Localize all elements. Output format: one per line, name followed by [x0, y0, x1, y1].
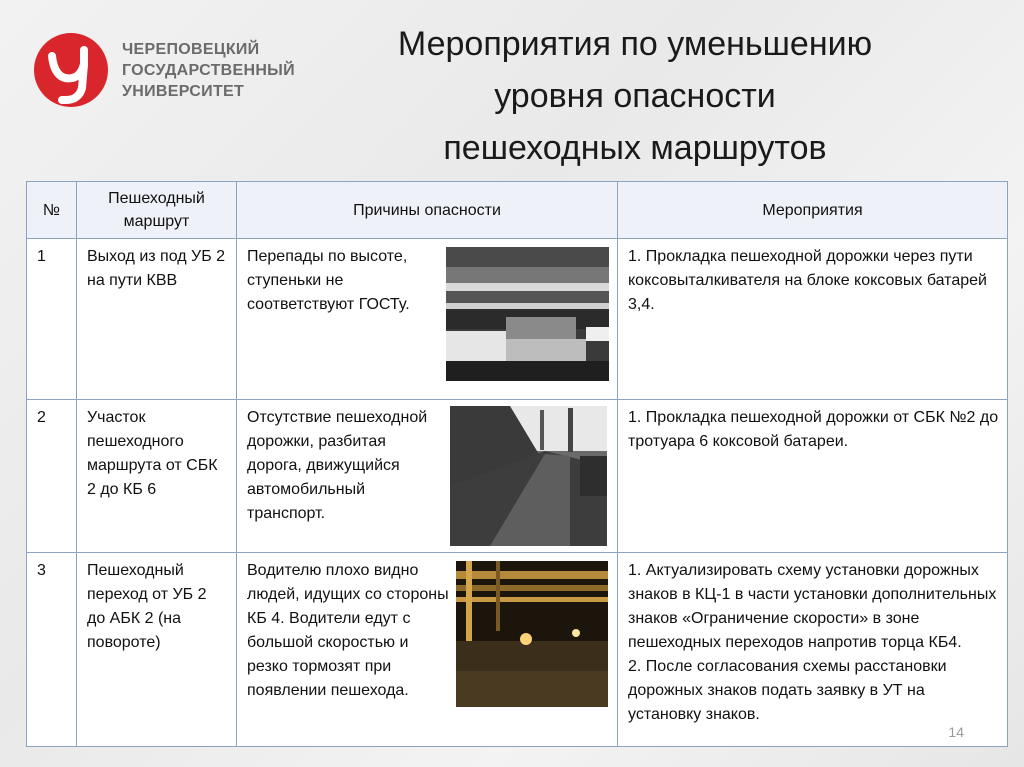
header-measures: Мероприятия [618, 182, 1008, 239]
measures-table [26, 181, 1008, 747]
row-cause: Водителю плохо видно людей, идущих со стороны КБ 4. Водители едут с большой скоростью и резко тормозят при появлении пешехода. [247, 562, 449, 699]
row-num: 1 [27, 239, 77, 400]
row-cause-cell [237, 239, 618, 400]
table-row [27, 400, 1008, 553]
row-route: Выход из под УБ 2 на пути КВВ [77, 239, 237, 400]
row-route: Участок пешеходного маршрута от СБК 2 до КБ 6 [77, 400, 237, 553]
university-name [122, 39, 295, 102]
row-cause-cell [237, 553, 618, 747]
measure-item: 1. Актуализировать схему установки дорожных знаков в КЦ-1 в части установки дополнительных знаков «Ограничение скорости» в зоне пешеходных переходов напротив торца КБ4. [628, 562, 997, 651]
title-line-3: пешеходных маршрутов [443, 129, 827, 167]
row-num: 2 [27, 400, 77, 553]
table-row [27, 553, 1008, 747]
row-measures [618, 400, 1008, 553]
logo-line-3: УНИВЕРСИТЕТ [122, 82, 245, 100]
header-num: № [27, 182, 77, 239]
title-line-2: уровня опасности [494, 77, 776, 115]
row-measures [618, 239, 1008, 400]
measure-item: 2. После согласования схемы расстановки дорожных знаков подать заявку в УТ на установку знаков. [628, 658, 947, 723]
header-route: Пешеходный маршрут [77, 182, 237, 239]
row-measures [618, 553, 1008, 747]
table-header-row [27, 182, 1008, 239]
university-logo [32, 30, 295, 110]
logo-line-1: ЧЕРЕПОВЕЦКИЙ [122, 40, 260, 58]
logo-line-2: ГОСУДАРСТВЕННЫЙ [122, 61, 295, 79]
page-title [330, 18, 940, 174]
measure-item: 1. Прокладка пешеходной дорожки через пути коксовыталкивателя на блоке коксовых батарей 3,4. [628, 248, 987, 313]
row-route: Пешеходный переход от УБ 2 до АБК 2 (на повороте) [77, 553, 237, 747]
row-cause: Отсутствие пешеходной дорожки, разбитая дорога, движущийся автомобильный транспорт. [247, 409, 428, 522]
rail-tracks-photo [446, 247, 609, 381]
table-row [27, 239, 1008, 400]
row-cause-cell [237, 400, 618, 553]
night-crossing-photo [456, 561, 608, 707]
header-causes: Причины опасности [237, 182, 618, 239]
broken-road-photo [450, 406, 607, 546]
title-line-1: Мероприятия по уменьшению [397, 25, 873, 63]
row-cause: Перепады по высоте, ступеньки не соответствуют ГОСТу. [247, 248, 410, 313]
row-num: 3 [27, 553, 77, 747]
university-logo-icon [32, 30, 110, 110]
measure-item: 1. Прокладка пешеходной дорожки от СБК №2 до тротуара 6 коксовой батареи. [628, 409, 999, 450]
page-number: 14 [948, 724, 964, 740]
